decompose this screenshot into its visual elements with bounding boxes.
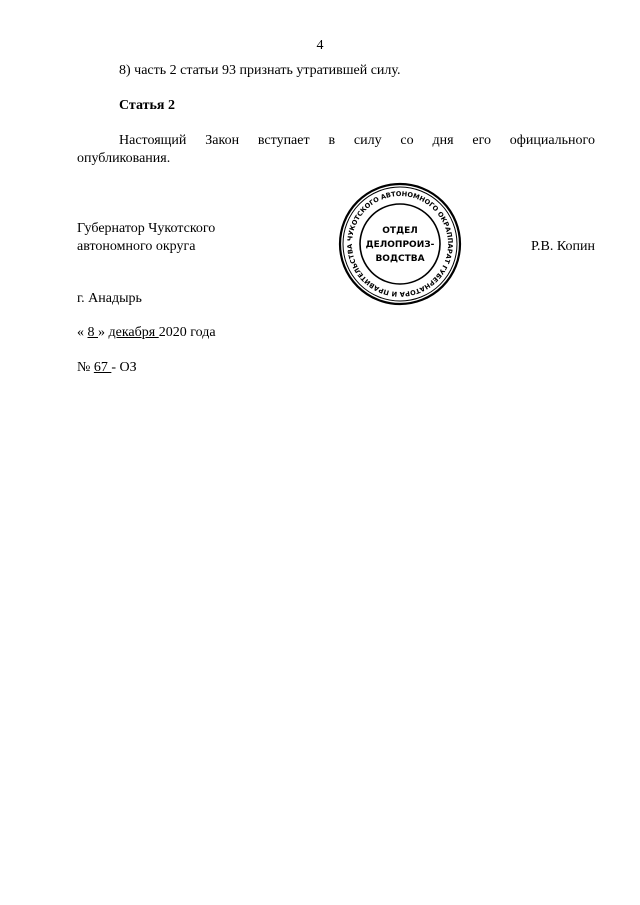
paragraph-word: официального (509, 133, 595, 148)
date-day: 8 (87, 325, 98, 340)
article-heading: Статья 2 (119, 98, 175, 113)
paragraph-word: со (400, 133, 414, 148)
paragraph-word: дня (432, 133, 454, 148)
signer-name: Р.В. Копин (531, 239, 595, 254)
list-item-8: 8) часть 2 статьи 93 признать утратившей силу. (119, 63, 401, 78)
governor-title-line-2: автономного округа (77, 239, 196, 254)
date-line (77, 324, 216, 342)
law-number-line (77, 359, 137, 377)
date-close-quote: » (98, 325, 105, 340)
stamp-ring-text: АППАРАТ ГУБЕРНАТОРА И ПРАВИТЕЛЬСТВА ЧУКОТСКОГО АВТОНОМНОГО ОКРУГА (345, 189, 455, 299)
stamp-line-3: ВОДСТВА (375, 254, 425, 264)
stamp-line-1: ОТДЕЛ (382, 226, 418, 236)
date-month: декабря (108, 325, 159, 340)
date-year: 2020 года (158, 325, 216, 340)
city: г. Анадырь (77, 291, 142, 306)
paragraph-word: его (472, 133, 491, 148)
paragraph-word: вступает (257, 133, 310, 148)
number-prefix: № (77, 360, 91, 375)
paragraph-word: в (328, 133, 336, 148)
date-open-quote: « (77, 325, 84, 340)
paragraph-word: силу (353, 133, 382, 148)
page-number: 4 (316, 38, 324, 53)
paragraph-line-2: опубликования. (77, 151, 171, 166)
paragraph-word: Настоящий (119, 133, 187, 148)
stamp-line-2: ДЕЛОПРОИЗ- (365, 240, 435, 250)
law-number: 67 (93, 360, 112, 375)
paragraph-line-1 (77, 132, 595, 150)
paragraph-word: Закон (205, 133, 240, 148)
number-suffix: - ОЗ (111, 360, 137, 375)
official-stamp (338, 182, 462, 306)
governor-title-line-1: Губернатор Чукотского (77, 221, 216, 236)
